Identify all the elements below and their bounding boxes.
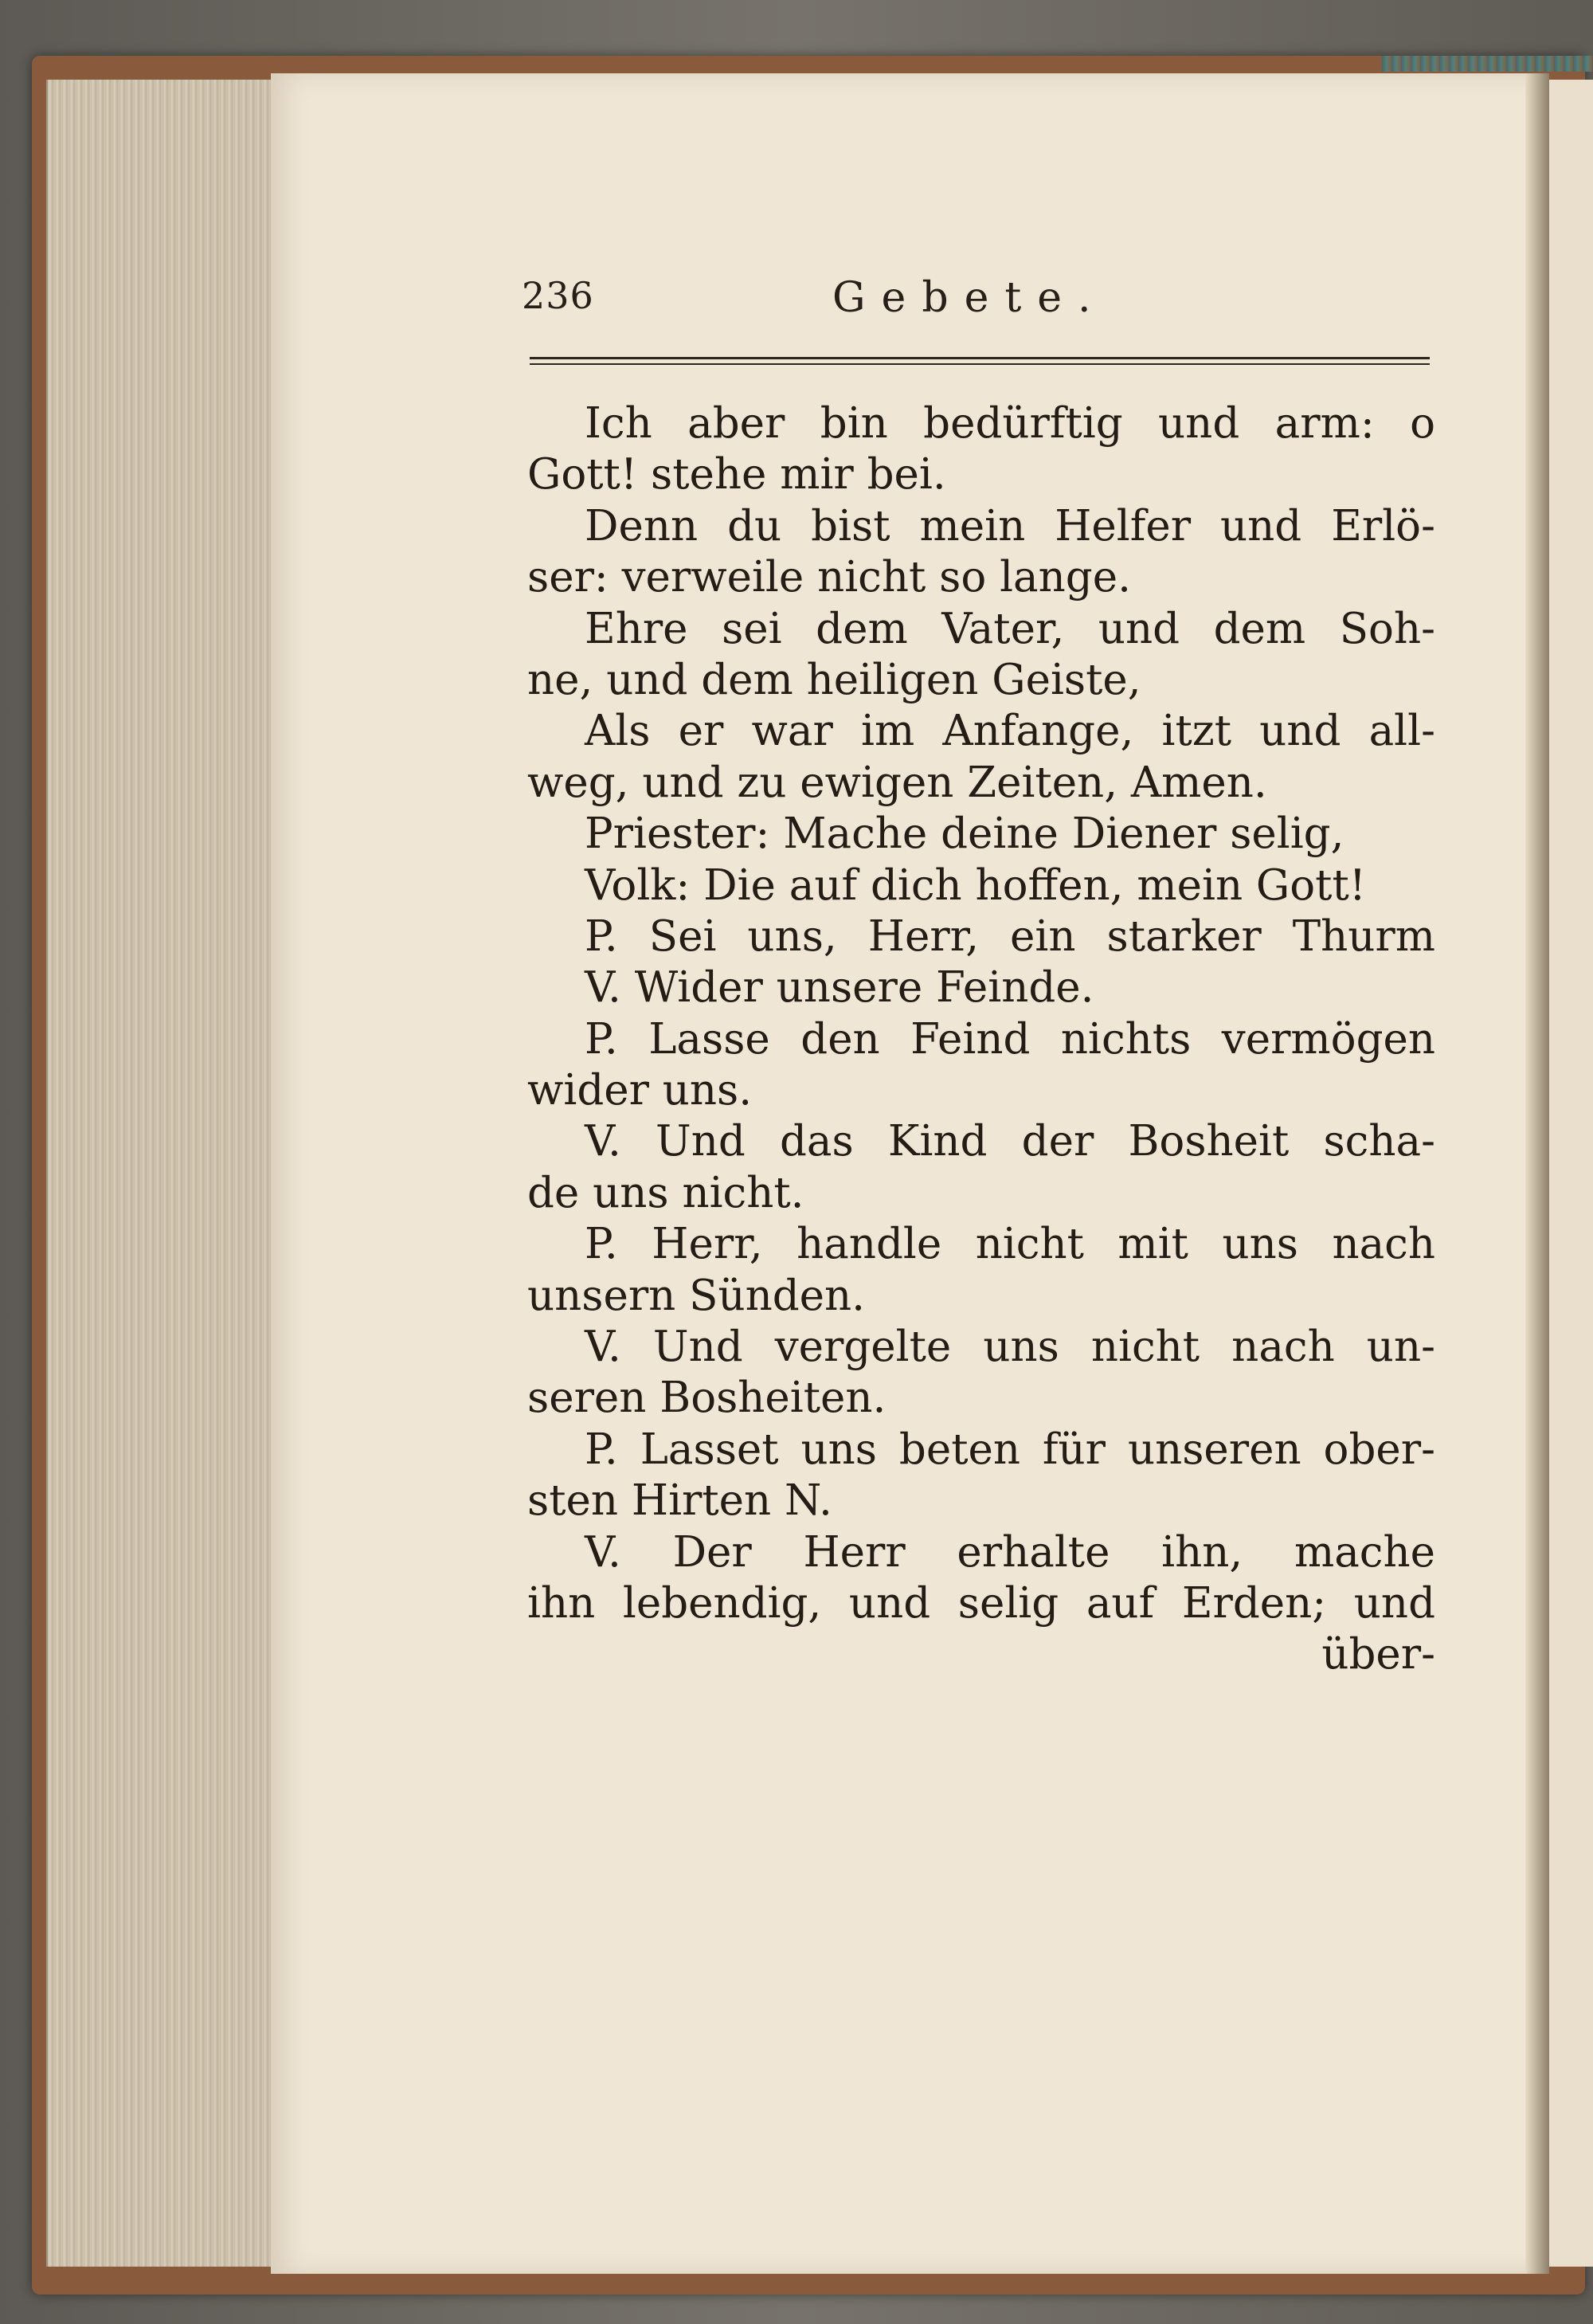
text-line: unsern Sünden. bbox=[527, 1271, 865, 1320]
text-line: Als er war im Anfange, itzt und all- bbox=[585, 707, 1435, 756]
text-line: Ich aber bin bedürftig und arm: o bbox=[585, 399, 1435, 448]
text-line: V. Der Herr erhalte ihn, mache bbox=[585, 1527, 1435, 1577]
page-title: Gebete. bbox=[832, 274, 1107, 322]
gutter-shadow bbox=[1525, 73, 1549, 2274]
text-line: wider uns. bbox=[527, 1066, 753, 1115]
text-line: ne, und dem heiligen Geiste, bbox=[527, 655, 1141, 704]
facing-page-edge bbox=[1549, 80, 1593, 2267]
text-line: V. Und vergelte uns nicht nach un- bbox=[585, 1323, 1435, 1372]
header-rule-thin bbox=[530, 363, 1430, 365]
text-line: Ehre sei dem Vater, und dem Soh- bbox=[585, 604, 1435, 653]
text-line: sten Hirten N. bbox=[527, 1476, 832, 1526]
headband bbox=[1382, 56, 1593, 72]
text-line: P. Lasse den Feind nichts vermögen bbox=[585, 1014, 1435, 1064]
text-line: ihn lebendig, und selig auf Erden; und bbox=[527, 1578, 1435, 1628]
text-line: weg, und zu ewigen Zeiten, Amen. bbox=[527, 758, 1267, 807]
text-line: ser: verweile nicht so lange. bbox=[527, 553, 1131, 602]
text-line: seren Bosheiten. bbox=[527, 1374, 887, 1423]
header-rule bbox=[530, 357, 1430, 359]
text-line: Gott! stehe mir bei. bbox=[527, 450, 946, 500]
page-edges bbox=[46, 80, 287, 2267]
text-line: de uns nicht. bbox=[527, 1168, 804, 1217]
catchword: über- bbox=[1321, 1630, 1435, 1679]
text-line: Denn du bist mein Helfer und Erlö- bbox=[585, 501, 1435, 551]
prayer-text bbox=[527, 398, 1435, 1681]
text-line: Priester: Mache deine Diener selig, bbox=[585, 809, 1344, 859]
text-line: P. Lasset uns beten für unseren ober- bbox=[585, 1425, 1435, 1474]
text-line: P. Herr, handle nicht mit uns nach bbox=[585, 1220, 1435, 1269]
text-line: Volk: Die auf dich hoffen, mein Gott! bbox=[585, 860, 1367, 910]
page-number: 236 bbox=[522, 274, 594, 317]
text-line: V. Wider unsere Feinde. bbox=[585, 963, 1094, 1013]
text-line: V. Und das Kind der Bosheit scha- bbox=[585, 1117, 1435, 1166]
running-head bbox=[0, 274, 1593, 330]
text-line: P. Sei uns, Herr, ein starker Thurm bbox=[585, 911, 1435, 961]
